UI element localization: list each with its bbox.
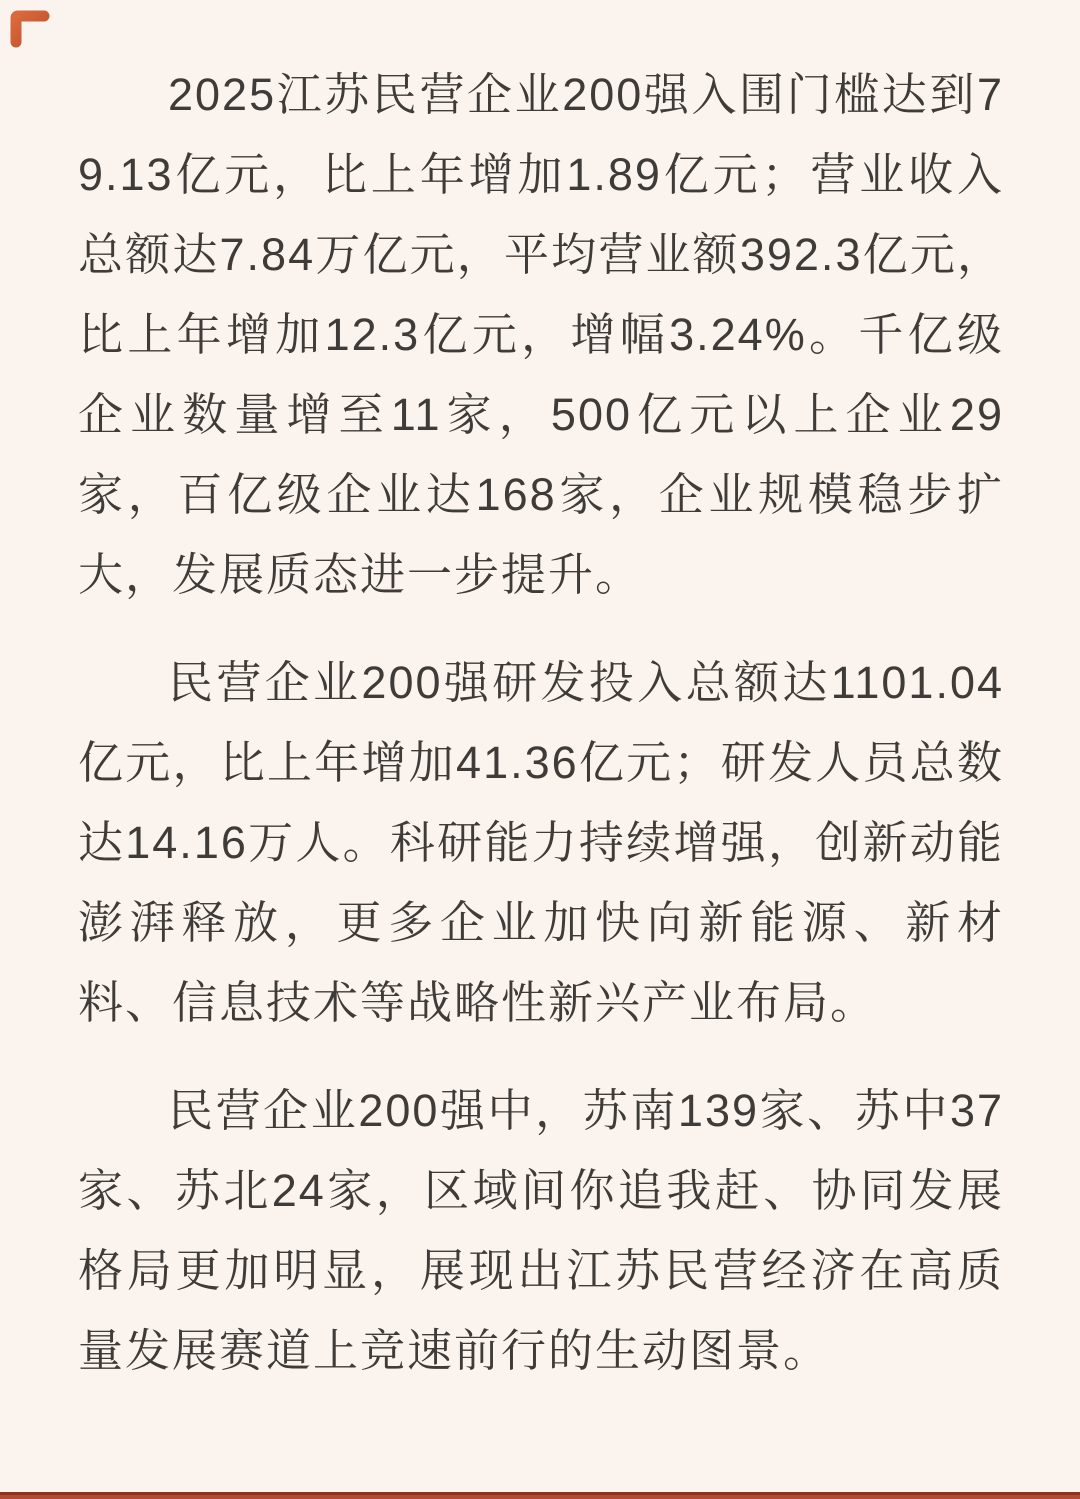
corner-bracket-icon xyxy=(5,5,51,49)
bottom-divider-bar xyxy=(0,1492,1080,1499)
paragraph: 民营企业200强研发投入总额达1101.04亿元，比上年增加41.36亿元；研发人员总数达14.16万人。科研能力持续增强，创新动能澎湃释放，更多企业加快向新能源、新材料、信息技术等战略性新兴产业布局。 xyxy=(78,657,1004,1028)
paragraph: 2025江苏民营企业200强入围门槛达到79.13亿元，比上年增加1.89亿元；营业收入总额达7.84万亿元，平均营业额392.3亿元，比上年增加12.3亿元，增幅3.24%。千亿级企业数量增至11家，500亿元以上企业29家，百亿级企业达168家，企业规模稳步扩大，发展质态进一步提升。 xyxy=(78,69,1004,600)
paragraph: 民营企业200强中，苏南139家、苏中37家、苏北24家，区域间你追我赶、协同发展格局更加明显，展现出江苏民营经济在高质量发展赛道上竞速前行的生动图景。 xyxy=(78,1085,1004,1376)
